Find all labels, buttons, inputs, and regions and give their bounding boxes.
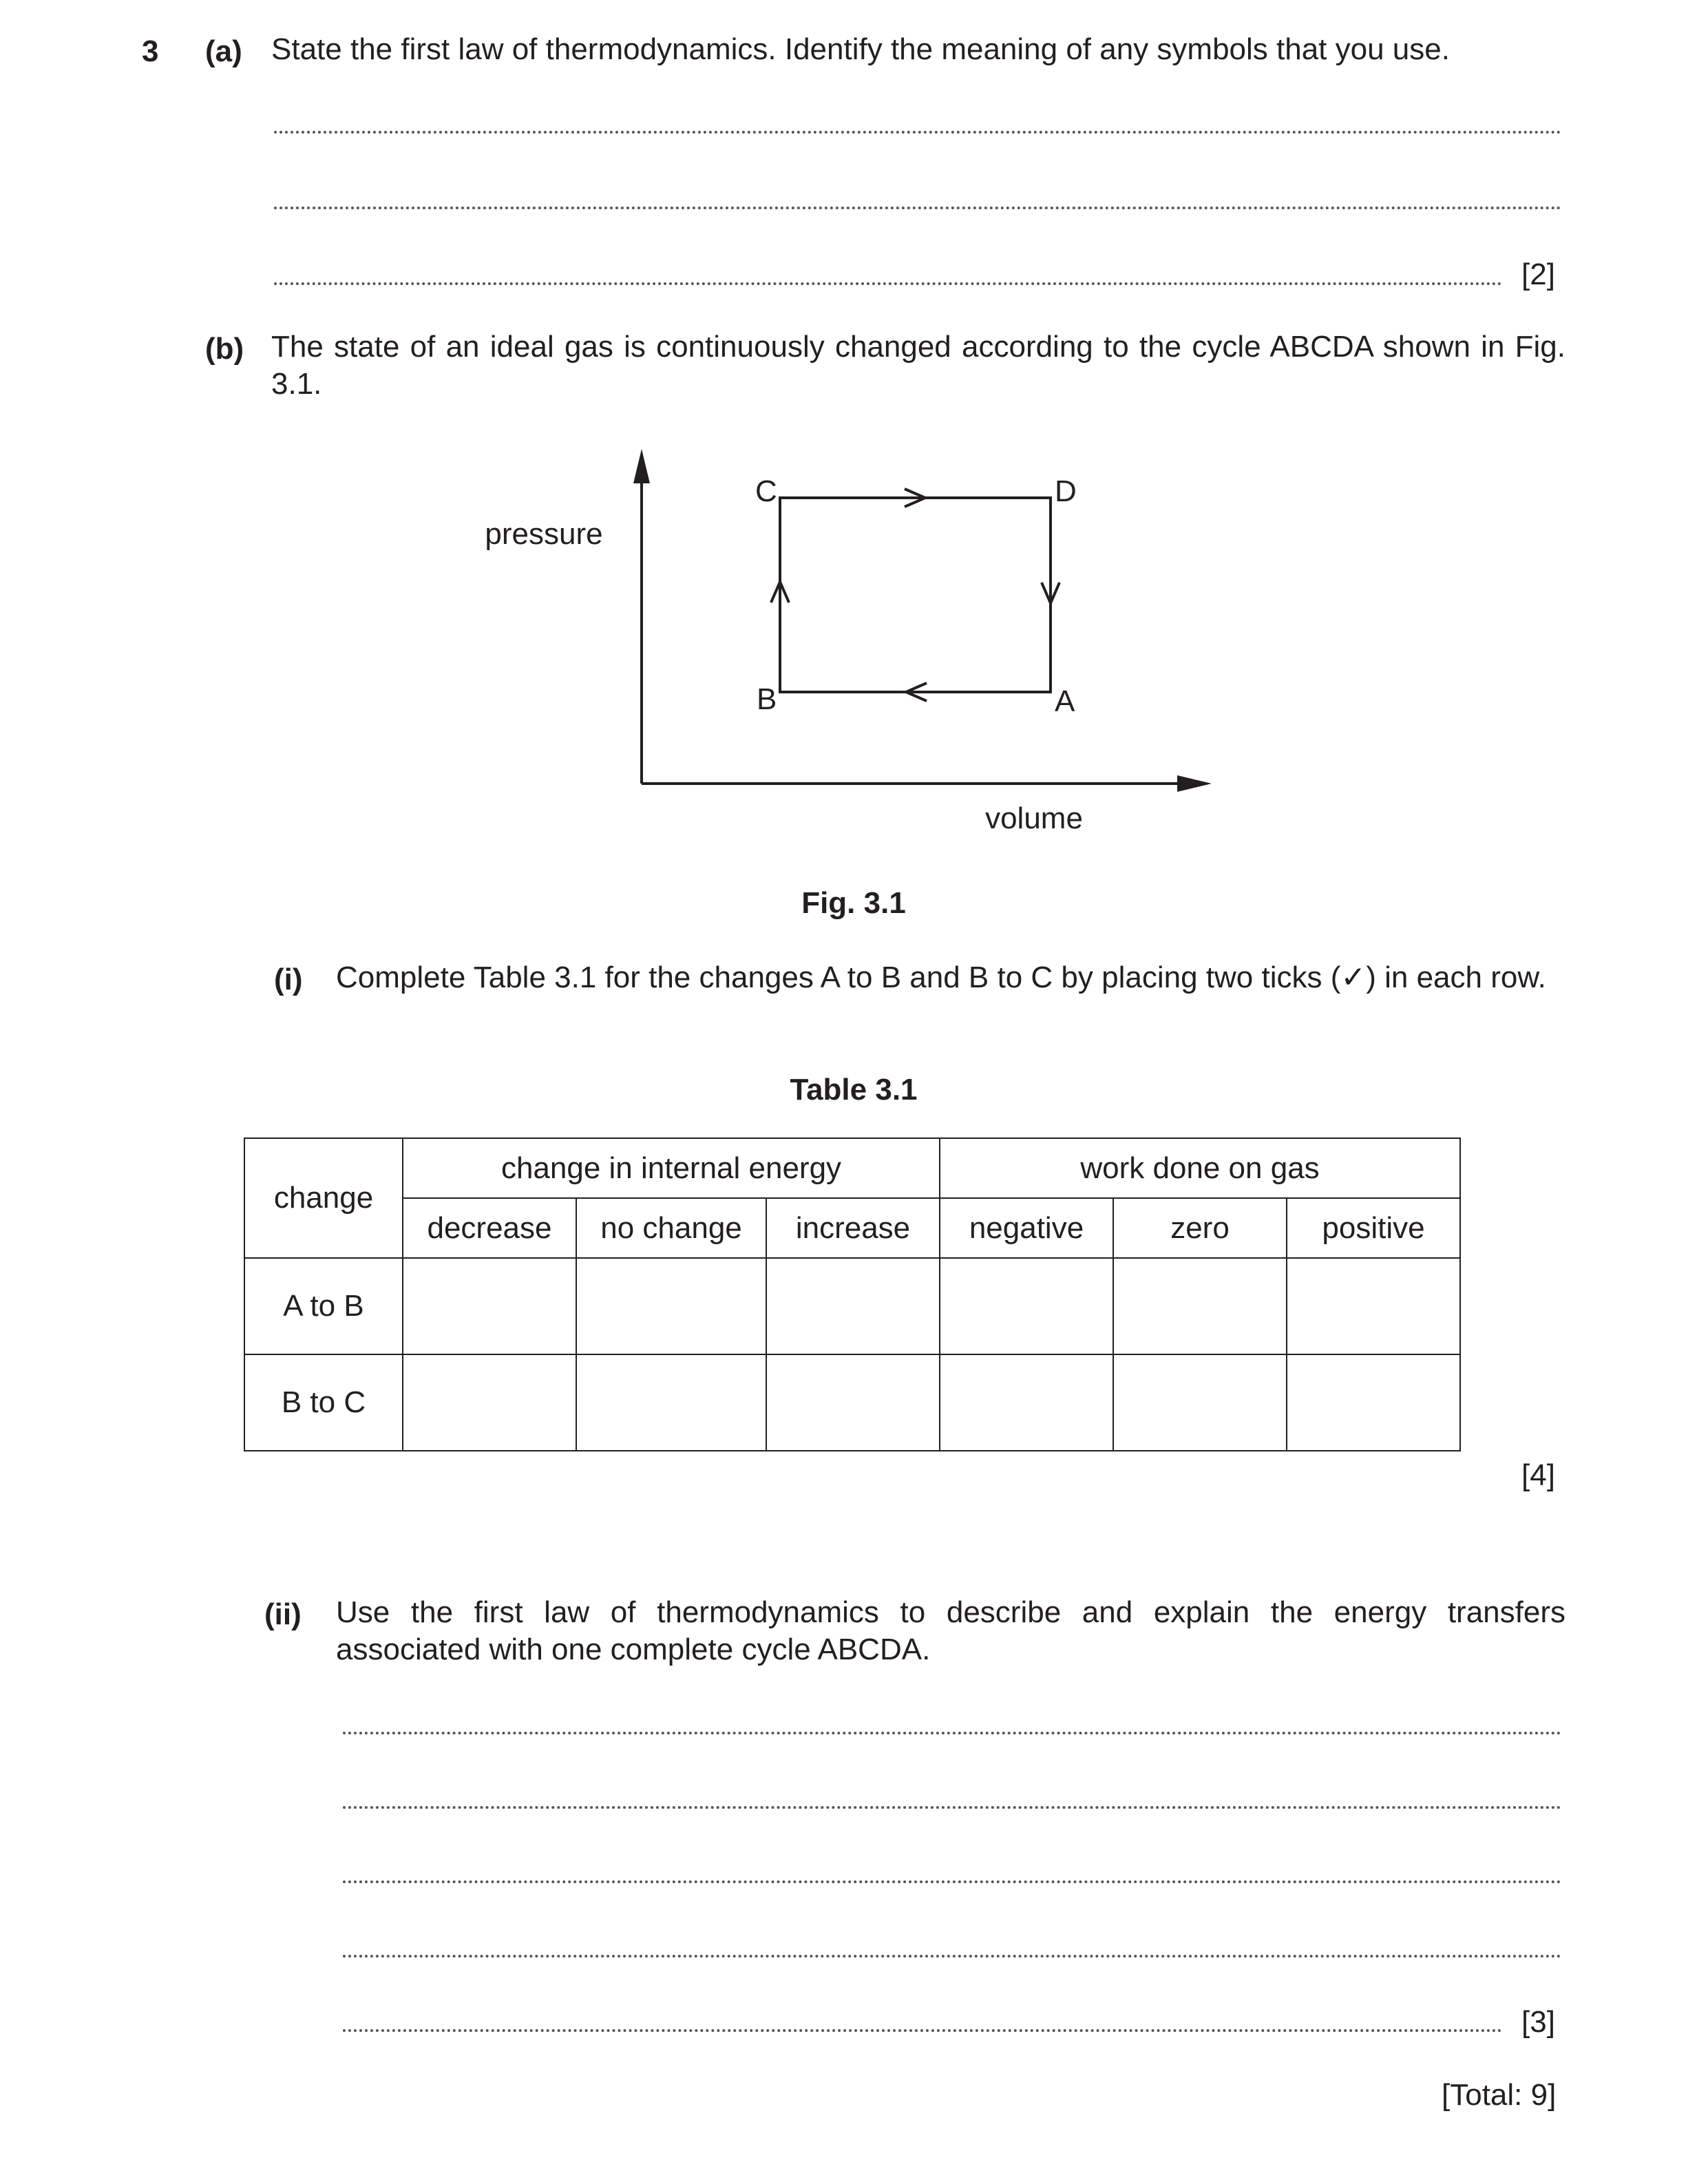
part-a-text: State the first law of thermodynamics. Identify the meaning of any symbols that you use. bbox=[271, 32, 1450, 66]
cell-a-to-b-increase[interactable] bbox=[766, 1258, 940, 1354]
subheader-increase: increase bbox=[766, 1198, 940, 1258]
part-b-i-marks: [4] bbox=[1521, 1458, 1555, 1492]
y-axis-arrowhead bbox=[633, 449, 650, 483]
part-b-i-label: (i) bbox=[274, 963, 303, 996]
header-work-done: work done on gas bbox=[940, 1138, 1460, 1198]
cell-a-to-b-negative[interactable] bbox=[940, 1258, 1113, 1354]
table-3-1 bbox=[244, 1137, 1461, 1451]
part-b-label: (b) bbox=[205, 332, 244, 366]
subheader-decrease: decrease bbox=[403, 1198, 576, 1258]
part-b-ii-label: (ii) bbox=[264, 1597, 302, 1631]
cell-a-to-b-zero[interactable] bbox=[1113, 1258, 1287, 1354]
answer-line-ii5[interactable] bbox=[343, 2029, 1502, 2032]
cell-a-to-b-no-change[interactable] bbox=[576, 1258, 766, 1354]
subheader-negative: negative bbox=[940, 1198, 1113, 1258]
cell-b-to-c-positive[interactable] bbox=[1287, 1354, 1460, 1451]
subheader-positive: positive bbox=[1287, 1198, 1460, 1258]
part-b-ii-text: Use the first law of thermodynamics to describe and explain the energy transfers associated with one complete cycle ABCDA. bbox=[336, 1595, 1565, 1666]
answer-line-ii4[interactable] bbox=[343, 1955, 1561, 1958]
table-row bbox=[244, 1354, 1460, 1451]
point-b-label: B bbox=[757, 682, 777, 716]
answer-line-ii2[interactable] bbox=[343, 1806, 1561, 1809]
cycle-abcda bbox=[780, 498, 1051, 692]
cell-b-to-c-zero[interactable] bbox=[1113, 1354, 1287, 1451]
header-internal-energy: change in internal energy bbox=[403, 1138, 940, 1198]
cell-b-to-c-increase[interactable] bbox=[766, 1354, 940, 1451]
answer-line-ii3[interactable] bbox=[343, 1880, 1561, 1883]
x-axis-label: volume bbox=[985, 801, 1083, 835]
subheader-zero: zero bbox=[1113, 1198, 1287, 1258]
header-change: change bbox=[244, 1138, 403, 1258]
point-a-label: A bbox=[1055, 684, 1075, 718]
question-total: [Total: 9] bbox=[1442, 2078, 1557, 2112]
part-b-i-text: Complete Table 3.1 for the changes A to B and B to C by placing two ticks (✓) in each row. bbox=[336, 961, 1546, 994]
row-label-a-to-b: A to B bbox=[244, 1258, 403, 1354]
table-caption: Table 3.1 bbox=[790, 1073, 918, 1107]
part-a-marks: [2] bbox=[1521, 258, 1555, 291]
subheader-no-change: no change bbox=[576, 1198, 766, 1258]
part-b-text: The state of an ideal gas is continuously changed according to the cycle ABCDA shown in Fig. 3.1. bbox=[271, 330, 1565, 401]
part-a-label: (a) bbox=[205, 34, 242, 68]
cell-a-to-b-positive[interactable] bbox=[1287, 1258, 1460, 1354]
point-c-label: C bbox=[755, 474, 777, 508]
row-label-b-to-c: B to C bbox=[244, 1354, 403, 1451]
cell-b-to-c-no-change[interactable] bbox=[576, 1354, 766, 1451]
answer-line-ii1[interactable] bbox=[343, 1732, 1561, 1734]
point-d-label: D bbox=[1055, 474, 1077, 508]
figure-caption: Fig. 3.1 bbox=[801, 886, 906, 920]
part-b-ii-marks: [3] bbox=[1521, 2005, 1555, 2039]
cell-b-to-c-decrease[interactable] bbox=[403, 1354, 576, 1451]
cell-a-to-b-decrease[interactable] bbox=[403, 1258, 576, 1354]
pv-diagram bbox=[0, 0, 1708, 861]
cell-b-to-c-negative[interactable] bbox=[940, 1354, 1113, 1451]
y-axis-label: pressure bbox=[485, 517, 603, 551]
x-axis-arrowhead bbox=[1177, 775, 1212, 792]
question-number: 3 bbox=[142, 34, 159, 68]
table-row bbox=[244, 1258, 1460, 1354]
